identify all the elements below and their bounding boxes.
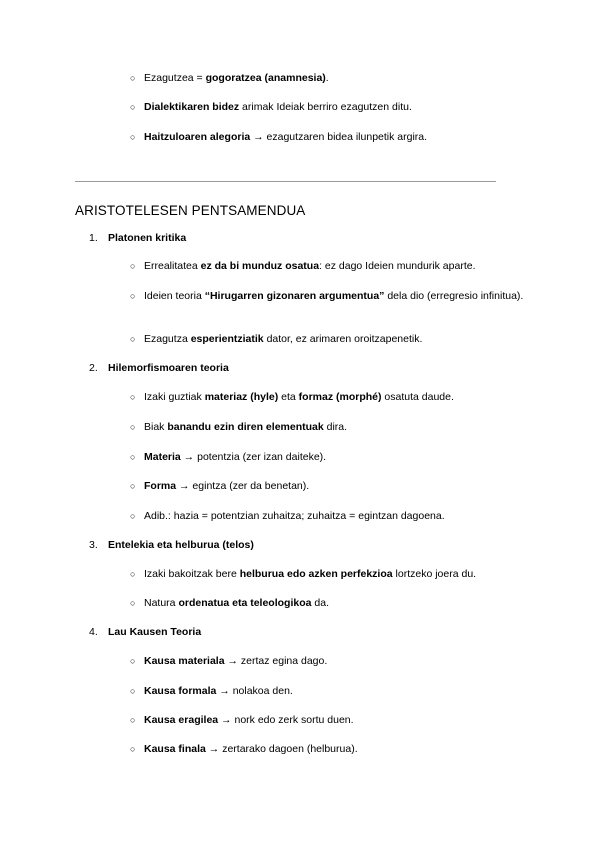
text-run: lortzeko joera du. [392,568,477,580]
section-title: Platonen kritika [108,232,187,244]
bold-text: gogoratzea (anamnesia) [205,72,326,84]
bold-text: Kausa eragilea [144,714,219,726]
section-heading-item [89,362,229,375]
text-run: Ideien teoria [144,290,205,302]
section-heading: ARISTOTELESEN PENTSAMENDUA [75,203,306,218]
text-run: Errealitatea [144,260,201,272]
section-title: Hilemorfismoaren teoria [108,362,229,374]
bold-text: Kausa materiala [144,655,225,667]
section-heading-item [89,626,201,639]
sub-bullet-item [130,333,524,346]
text-run: Biak [144,421,168,433]
sub-bullet-item [130,597,524,610]
text-run: Izaki bakoitzak bere [144,568,240,580]
text-run: → potentzia (zer izan daiteke). [180,451,327,463]
sub-bullet-item [130,510,524,523]
intro-bullet-item [130,131,524,144]
bold-text: Materia [144,451,181,463]
bold-text: ordenatua eta teleologikoa [178,597,312,609]
text-run: → egintza (zer da benetan). [176,480,310,492]
text-run: → nolakoa den. [216,685,293,697]
sub-bullet-item [130,480,524,493]
section-number: 4. [89,626,98,638]
text-run: Adib.: hazia = potentzian zuhaitza; zuhaitza = egintzan dagoena. [144,510,445,522]
text-run: Ezagutzea = [144,72,206,84]
text-run: . [325,72,329,84]
text-run: da. [311,597,329,609]
text-run: dela dio (erregresio infinitua). [384,290,524,302]
sub-bullet-item [130,714,524,727]
text-run: → zertaz egina dago. [224,655,328,667]
bold-text: materiaz (hyle) [204,391,279,403]
intro-bullet-item [130,72,524,85]
text-run: Ezagutza [144,333,191,345]
section-number: 3. [89,539,98,551]
text-run: osatuta daude. [381,391,454,403]
bold-text: helburua edo azken perfekzioa [239,568,393,580]
text-run: dator, ez arimaren oroitzapenetik. [263,333,423,345]
text-run: → ezagutzaren bidea ilunpetik argira. [250,131,428,143]
text-run: dira. [323,421,348,433]
sub-bullet-item [130,290,524,303]
section-title: Lau Kausen Teoria [108,626,202,638]
text-run: Izaki guztiak [144,391,205,403]
section-number: 1. [89,232,98,244]
sub-bullet-item [130,568,524,581]
bold-text: esperientziatik [190,333,264,345]
bold-text: Haitzuloaren alegoria [144,131,251,143]
sub-bullet-item [130,260,524,273]
sub-bullet-item [130,685,524,698]
text-run: eta [278,391,299,403]
section-heading-item [89,232,186,245]
text-run: arimak Ideiak berriro ezagutzen ditu. [239,101,412,113]
sub-bullet-item [130,743,524,756]
bold-text: Kausa formala [144,685,217,697]
text-run: Natura [144,597,179,609]
text-run: → zertarako dagoen (helburua). [205,743,358,755]
sub-bullet-item [130,421,524,434]
section-number: 2. [89,362,98,374]
intro-bullet-item [130,101,524,114]
bold-text: Forma [144,480,177,492]
bold-text: Kausa finala [144,743,206,755]
text-run: : ez dago Ideien mundurik aparte. [319,260,476,272]
bold-text: ez da bi munduz osatua [200,260,320,272]
bold-text: “Hirugarren gizonaren argumentua” [204,290,385,302]
sub-bullet-item [130,451,524,464]
sub-bullet-item [130,391,524,404]
section-title: Entelekia eta helburua (telos) [108,539,254,551]
sub-bullet-item [130,655,524,668]
section-heading-item [89,539,254,552]
bold-text: Dialektikaren bidez [144,101,240,113]
bold-text: formaz (morphé) [298,391,382,403]
bold-text: banandu ezin diren elementuak [167,421,324,433]
text-run: → nork edo zerk sortu duen. [218,714,354,726]
horizontal-rule [75,181,496,182]
